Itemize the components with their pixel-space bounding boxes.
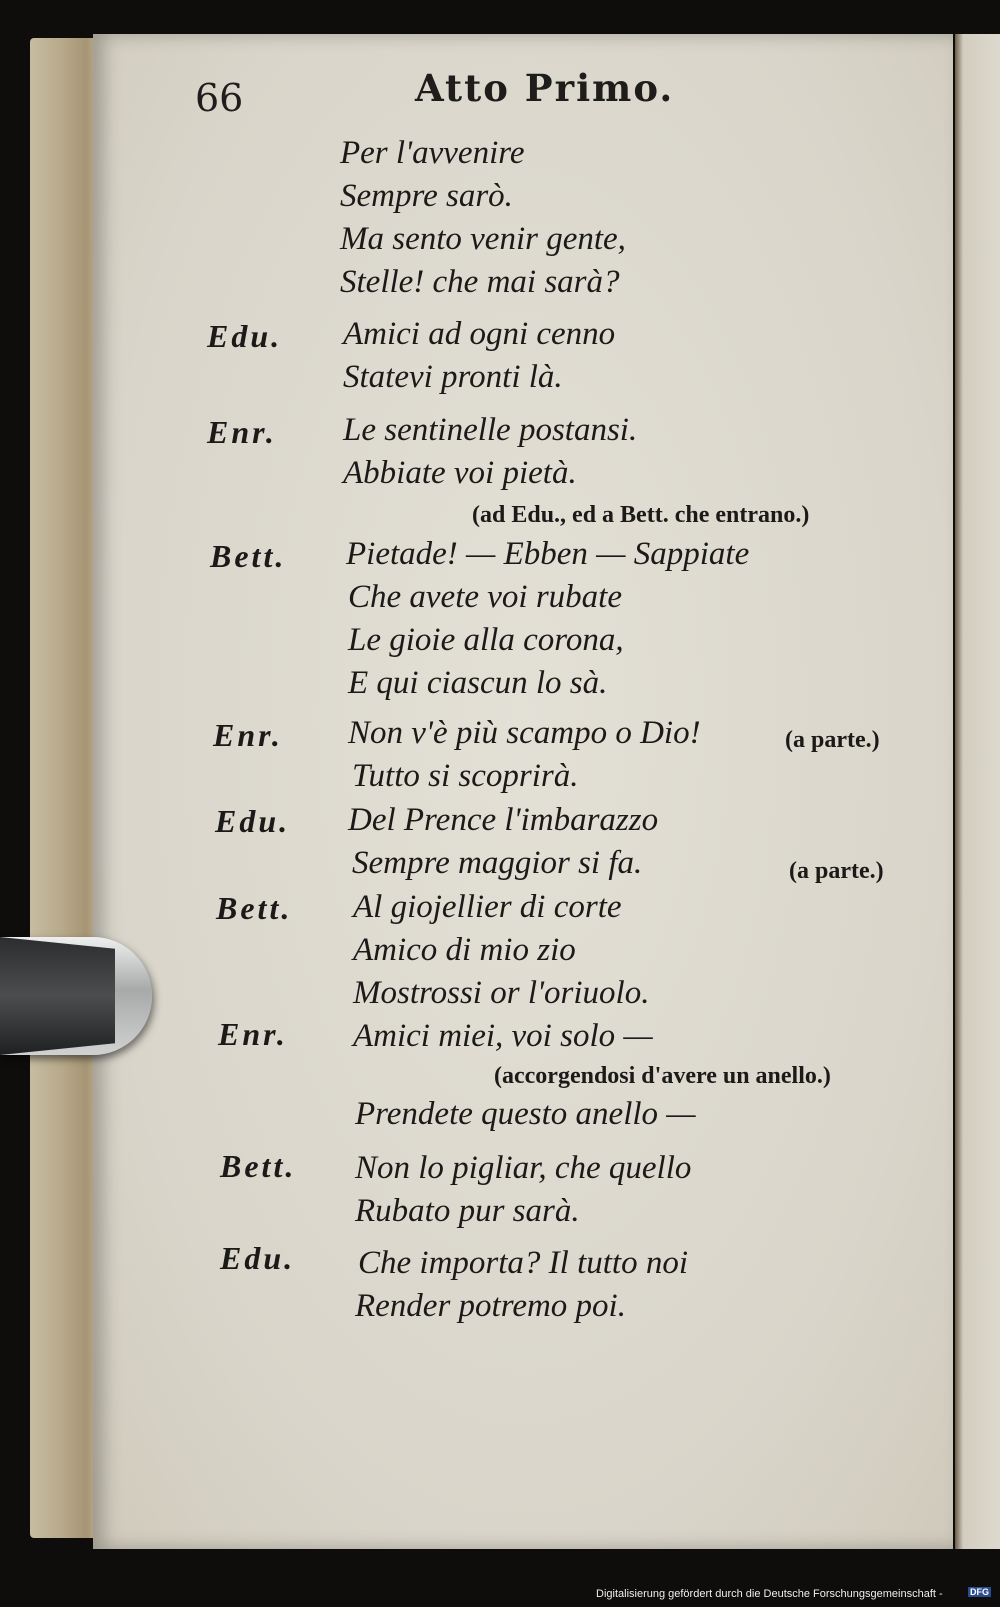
verse-line: Amici miei, voi solo — (353, 1018, 653, 1054)
speaker-name: Bett. (210, 538, 287, 574)
page-header-title: Atto Primo. (415, 66, 675, 110)
verse-line: Per l'avvenire (340, 135, 525, 171)
verse-line: Tutto si scoprirà. (352, 758, 579, 794)
digitization-credit: Digitalisierung gefördert durch die Deutsche Forschungsgemeinschaft - (596, 1588, 943, 1600)
page-clip (0, 937, 152, 1055)
verse-line: Amici ad ogni cenno (343, 316, 616, 352)
verse-line: Che avete voi rubate (348, 579, 622, 615)
stage-direction: (accorgendosi d'avere un anello.) (494, 1063, 831, 1089)
speaker-name: Bett. (216, 890, 293, 926)
verse-line: Che importa? Il tutto noi (358, 1245, 688, 1281)
verse-line: Sempre maggior si fa. (352, 845, 643, 881)
verse-line: Non lo pigliar, che quello (355, 1150, 692, 1186)
verse-line: Abbiate voi pietà. (343, 455, 577, 491)
verse-line: Amico di mio zio (353, 932, 576, 968)
verse-line: Mostrossi or l'oriuolo. (353, 975, 650, 1011)
stage-direction: (a parte.) (789, 858, 884, 884)
stage-direction: (ad Edu., ed a Bett. che entrano.) (472, 502, 810, 528)
verse-line: Prendete questo anello — (355, 1096, 696, 1132)
verse-line: E qui ciascun lo sà. (348, 665, 608, 701)
dfg-logo: DFG (970, 1587, 989, 1597)
verse-line: Al giojellier di corte (353, 889, 622, 925)
verse-line: Statevi pronti là. (343, 359, 563, 395)
facing-page-edge (955, 34, 1000, 1549)
speaker-name: Edu. (215, 803, 291, 839)
verse-line: Ma sento venir gente, (340, 221, 626, 257)
speaker-name: Enr. (213, 717, 283, 753)
speaker-name: Enr. (218, 1016, 288, 1052)
speaker-name: Edu. (220, 1240, 296, 1276)
speaker-name: Enr. (207, 414, 277, 450)
stage-direction: (a parte.) (785, 727, 880, 753)
verse-line: Le sentinelle postansi. (343, 412, 638, 448)
page-number: 66 (195, 76, 244, 120)
verse-line: Sempre sarò. (340, 178, 513, 214)
verse-line: Rubato pur sarà. (355, 1193, 580, 1229)
verse-line: Le gioie alla corona, (348, 622, 624, 658)
speaker-name: Bett. (220, 1148, 297, 1184)
verse-line: Del Prence l'imbarazzo (348, 802, 659, 838)
verse-line: Render potremo poi. (355, 1288, 626, 1324)
verse-line: Non v'è più scampo o Dio! (348, 715, 701, 751)
verse-line: Pietade! — Ebben — Sappiate (346, 536, 750, 572)
speaker-name: Edu. (207, 318, 283, 354)
verse-line: Stelle! che mai sarà? (340, 264, 620, 300)
